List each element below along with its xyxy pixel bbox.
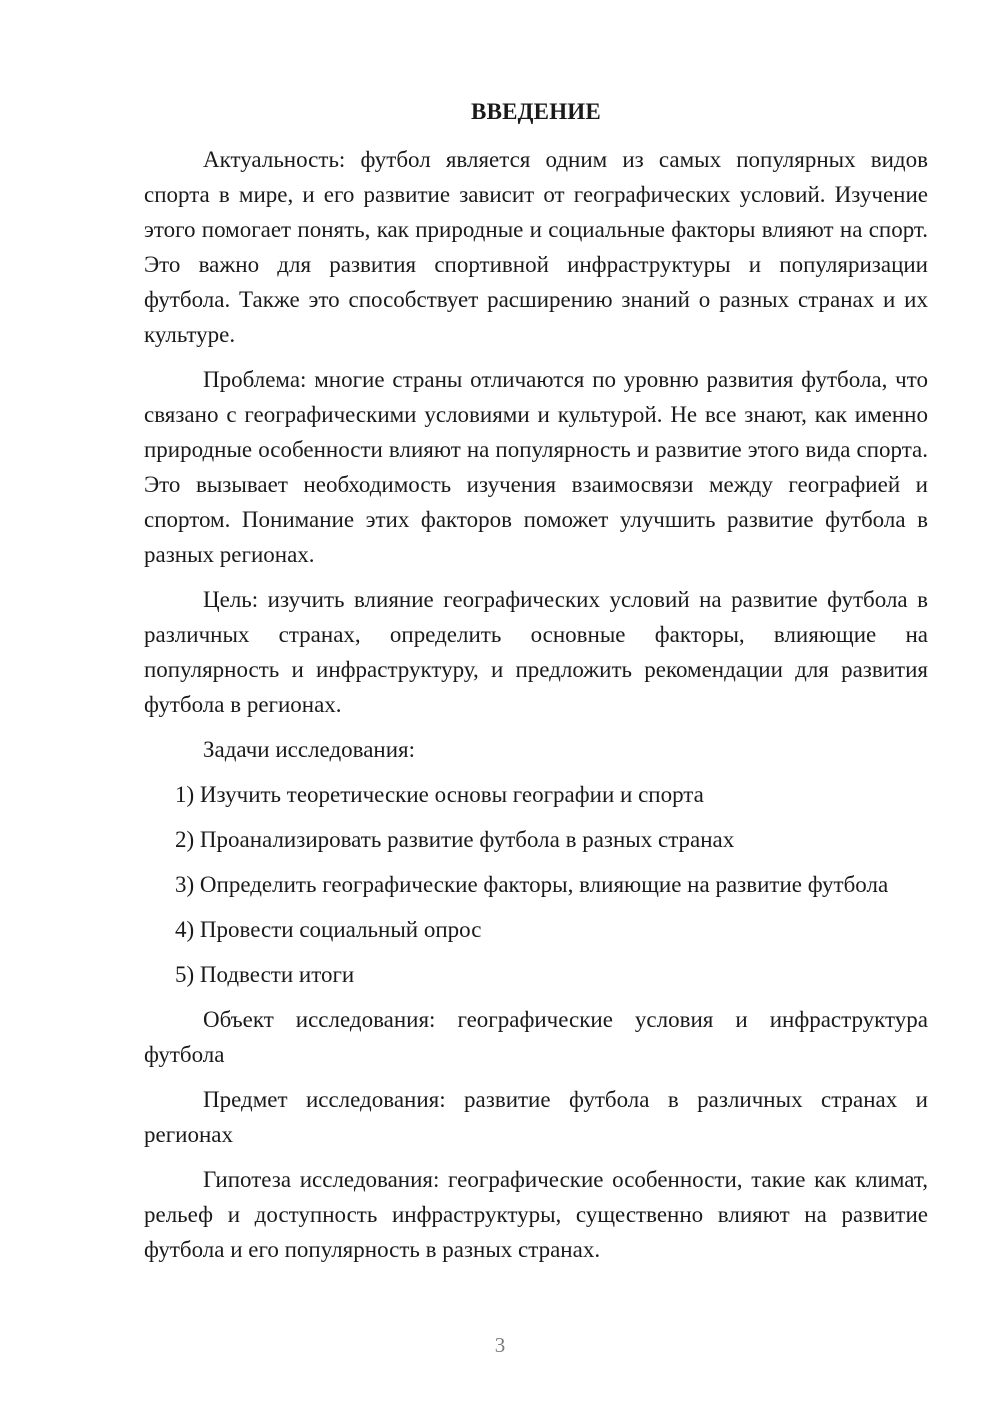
document-page: [144, 94, 928, 1277]
object-paragraph: Объект исследования: географические условия и инфраструктура футбола: [144, 1007, 928, 1067]
section-heading: ВВЕДЕНИЕ: [471, 99, 601, 124]
task-item-4: 4) Провести социальный опрос: [175, 917, 482, 942]
page-number: 3: [494, 1333, 506, 1357]
tasks-heading: Задачи исследования:: [203, 737, 416, 762]
problem-paragraph: Проблема: многие страны отличаются по уровню развития футбола, что связано с географическими условиями и культурой. Не все знают, как именно природные особенности влияют на популярность и развитие этого вида спорта. Это вызывает необходимость изучения взаимосвязи между географией и спортом. Понимание этих факторов поможет улучшить развитие футбола в разных регионах.: [144, 367, 928, 567]
goal-paragraph: Цель: изучить влияние географических условий на развитие футбола в различных странах, определить основные факторы, влияющие на популярность и инфраструктуру, и предложить рекомендации для развития футбола в регионах.: [144, 587, 928, 717]
relevance-paragraph: Актуальность: футбол является одним из самых популярных видов спорта в мире, и его развитие зависит от географических условий. Изучение этого помогает понять, как природные и социальные факторы влияют на спорт. Это важно для развития спортивной инфраструктуры и популяризации футбола. Также это способствует расширению знаний о разных странах и их культуре.: [144, 147, 928, 347]
subject-paragraph: Предмет исследования: развитие футбола в различных странах и регионах: [144, 1087, 928, 1147]
task-item-3: 3) Определить географические факторы, влияющие на развитие футбола: [175, 872, 889, 897]
task-item-2: 2) Проанализировать развитие футбола в разных странах: [175, 827, 735, 852]
task-item-1: 1) Изучить теоретические основы географии и спорта: [175, 782, 704, 807]
task-item-5: 5) Подвести итоги: [175, 962, 355, 987]
hypothesis-paragraph: Гипотеза исследования: географические особенности, такие как климат, рельеф и доступность инфраструктуры, существенно влияют на развитие футбола и его популярность в разных странах.: [144, 1167, 928, 1262]
